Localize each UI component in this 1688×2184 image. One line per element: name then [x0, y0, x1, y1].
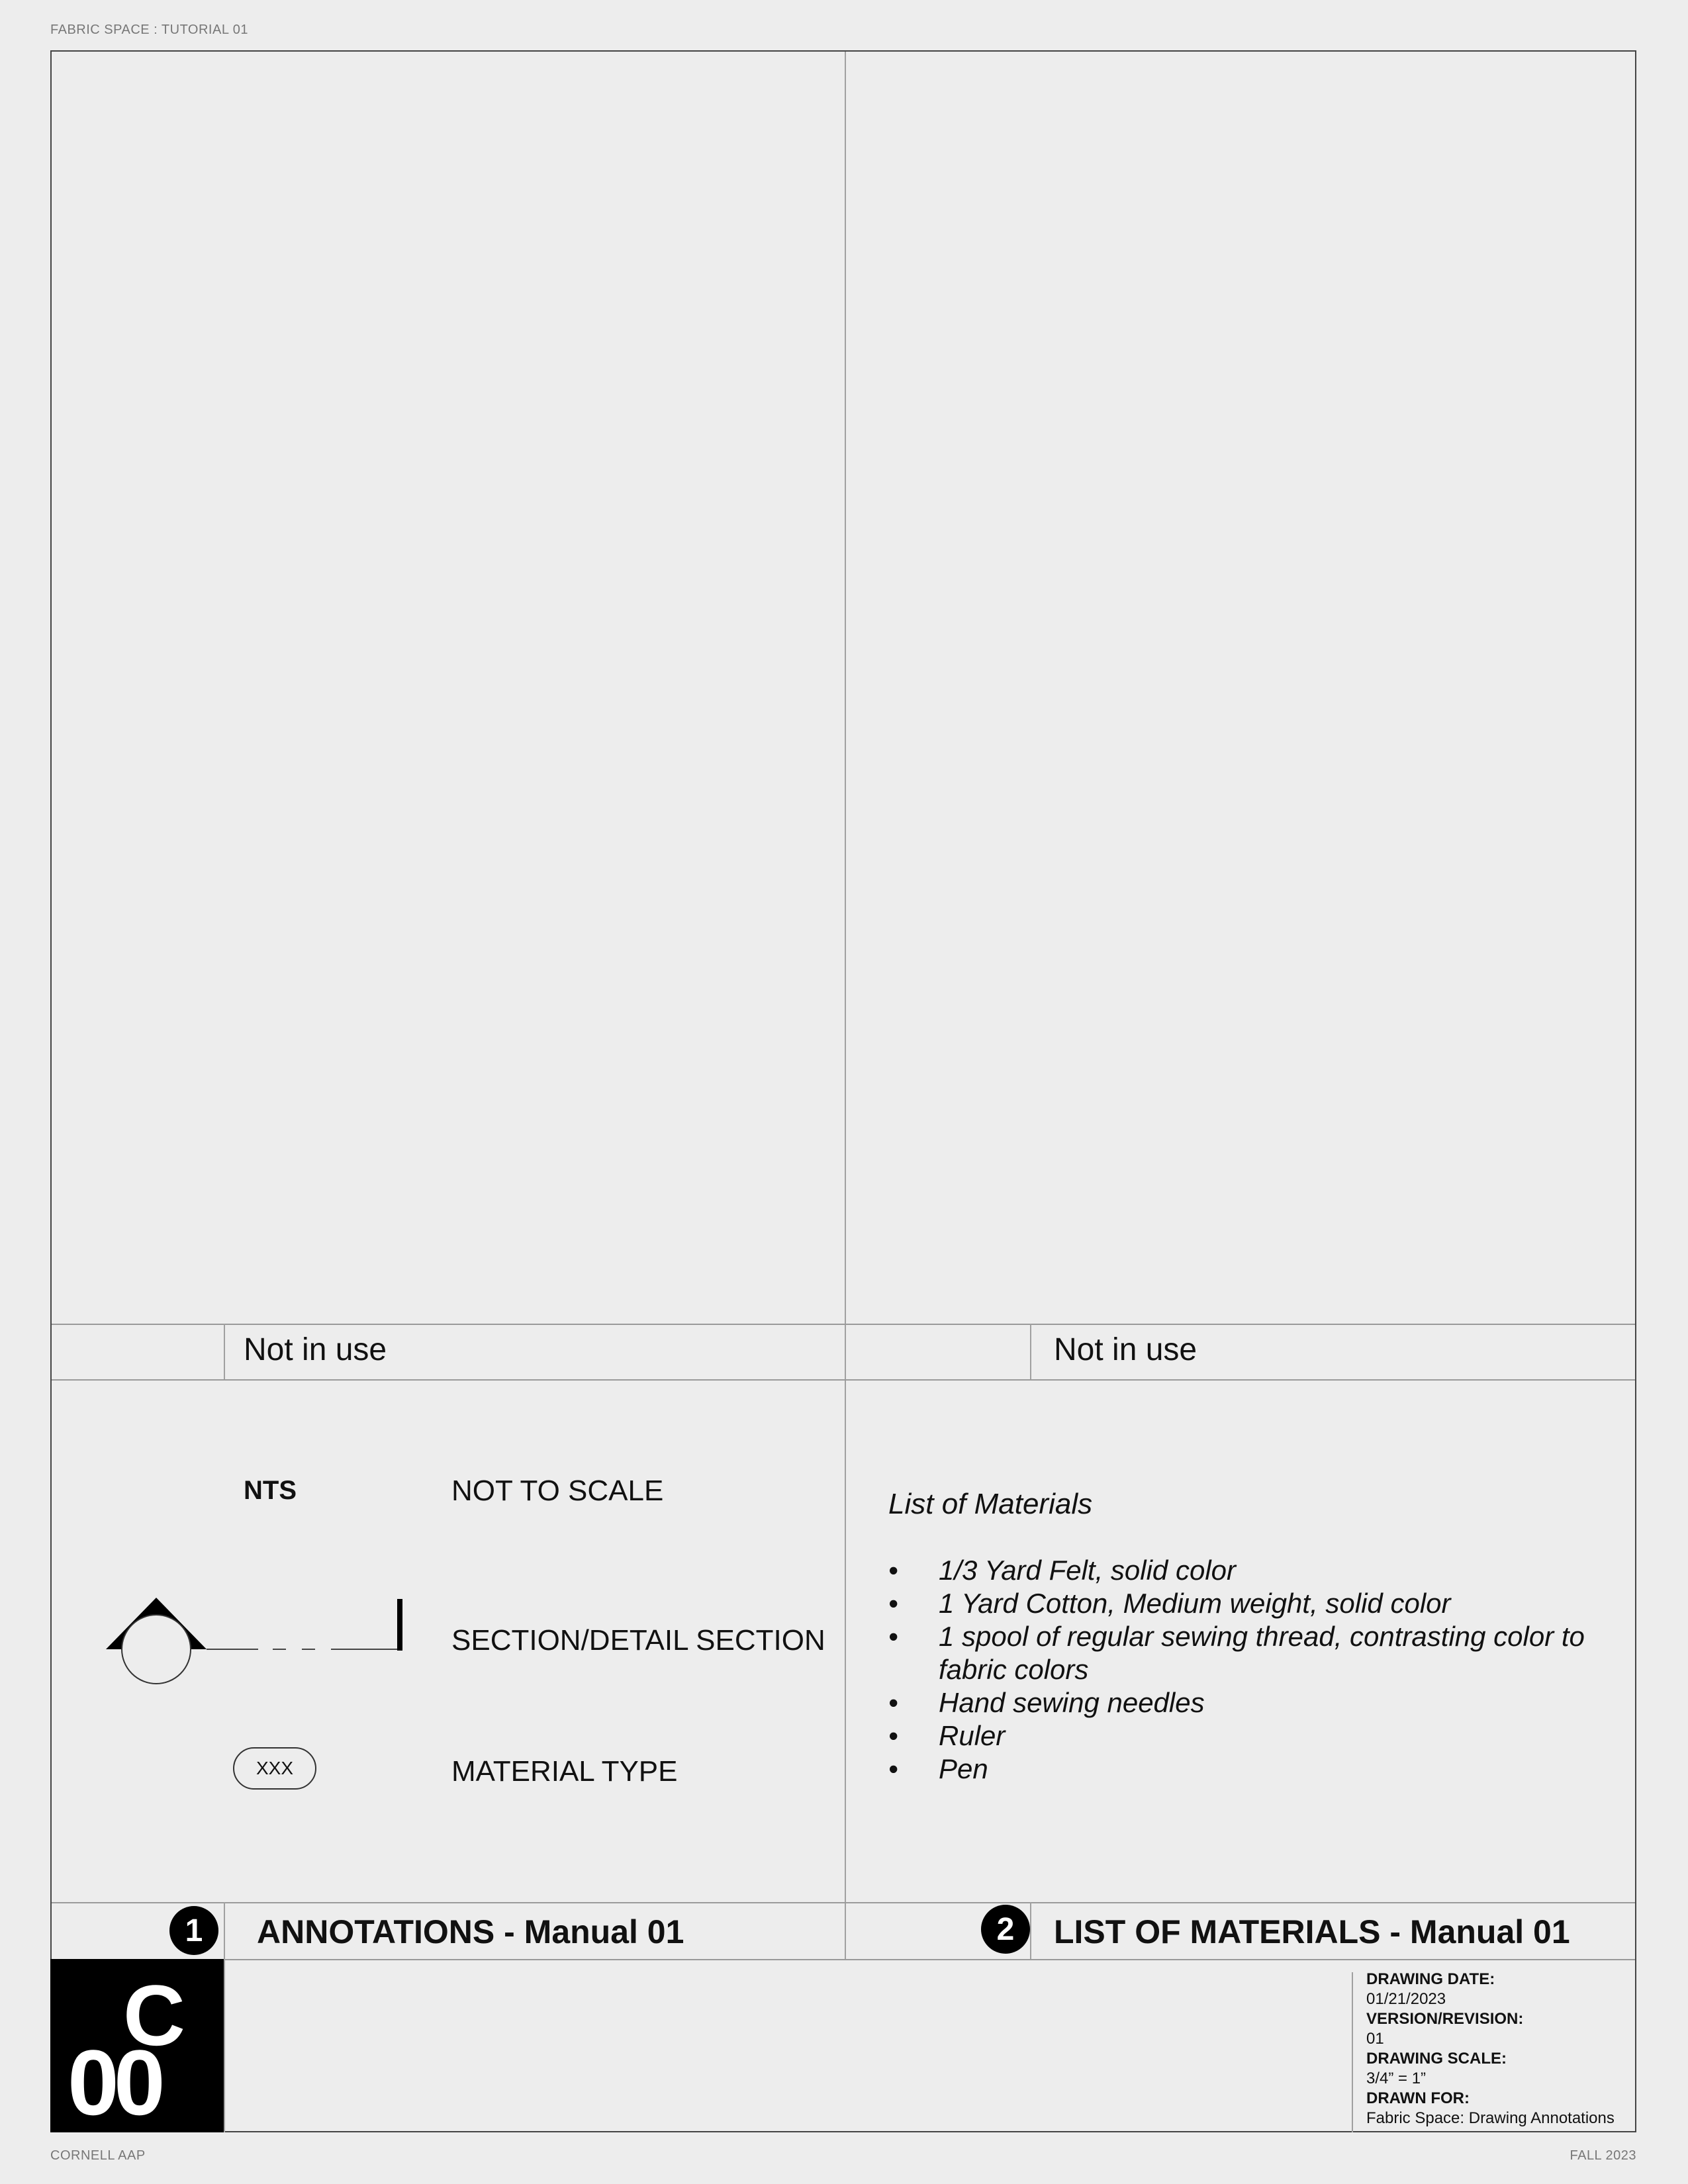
list-item: • Hand sewing needles	[888, 1687, 1205, 1718]
bullet: •	[888, 1555, 898, 1586]
info-block-divider	[1352, 1972, 1353, 2132]
nts-abbreviation: NTS	[244, 1476, 297, 1505]
version-label: VERSION/REVISION:	[1366, 2010, 1524, 2028]
material-tag	[233, 1747, 316, 1790]
drawing-number-2: 2	[981, 1905, 1030, 1954]
drawing-number-1: 1	[169, 1906, 218, 1955]
footer-left-text: CORNELL AAP	[50, 2148, 146, 2163]
drawing-title-2: LIST OF MATERIALS - Manual 01	[1054, 1913, 1570, 1950]
status-row-top-line	[52, 1324, 1635, 1325]
list-item: • 1 Yard Cotton, Medium weight, solid color	[888, 1588, 1451, 1619]
section-marker-icon	[106, 1595, 410, 1688]
upper-right-status: Not in use	[1054, 1332, 1197, 1367]
sheet-header-title: FABRIC SPACE : TUTORIAL 01	[50, 23, 249, 37]
title-row-top-line	[52, 1902, 1635, 1903]
sheet-letter: C	[123, 1967, 185, 2064]
footer-right-text: FALL 2023	[1570, 2148, 1636, 2163]
drawing-scale-value: 3/4” = 1”	[1366, 2070, 1427, 2087]
bullet: •	[888, 1753, 898, 1784]
sheet-number-block	[50, 1959, 224, 2132]
status-right-cell-divider	[1030, 1324, 1031, 1379]
list-item: • Ruler	[888, 1720, 1006, 1751]
drawing-scale-label: DRAWING SCALE:	[1366, 2050, 1507, 2068]
bullet: •	[888, 1621, 898, 1652]
drawn-for-label: DRAWN FOR:	[1366, 2089, 1470, 2107]
title-right-cell-divider	[1030, 1902, 1031, 1959]
materials-title: List of Materials	[888, 1488, 1093, 1520]
sheet-frame	[50, 50, 1636, 2132]
sheet-number: 00	[68, 2030, 160, 2134]
material-tag-text: XXX	[256, 1758, 294, 1778]
drawing-date-value: 01/21/2023	[1366, 1990, 1446, 2008]
drawing-info-block	[1366, 1970, 1615, 2128]
bullet: •	[888, 1588, 898, 1619]
upper-left-status: Not in use	[244, 1332, 387, 1367]
list-item: • 1/3 Yard Felt, solid color	[888, 1555, 1236, 1586]
section-label: SECTION/DETAIL SECTION	[451, 1624, 825, 1657]
status-row-bottom-line	[52, 1379, 1635, 1381]
bullet: •	[888, 1720, 898, 1751]
drawing-date-label: DRAWING DATE:	[1366, 1970, 1495, 1988]
drawing-title-1: ANNOTATIONS - Manual 01	[257, 1913, 684, 1950]
column-divider	[845, 52, 846, 1959]
bullet: •	[888, 1687, 898, 1718]
material-label: MATERIAL TYPE	[451, 1755, 678, 1788]
list-item: • 1 spool of regular sewing thread, contrasting color to fabric colors	[888, 1621, 1585, 1685]
title-left-cell-divider	[224, 1902, 225, 2132]
title-row-bottom-line	[52, 1959, 1635, 1960]
nts-label: NOT TO SCALE	[451, 1475, 664, 1507]
status-left-cell-divider	[224, 1324, 225, 1379]
list-item: • Pen	[888, 1753, 988, 1784]
version-value: 01	[1366, 2030, 1384, 2048]
drawn-for-value: Fabric Space: Drawing Annotations	[1366, 2109, 1615, 2127]
materials-list	[888, 1554, 1610, 1786]
